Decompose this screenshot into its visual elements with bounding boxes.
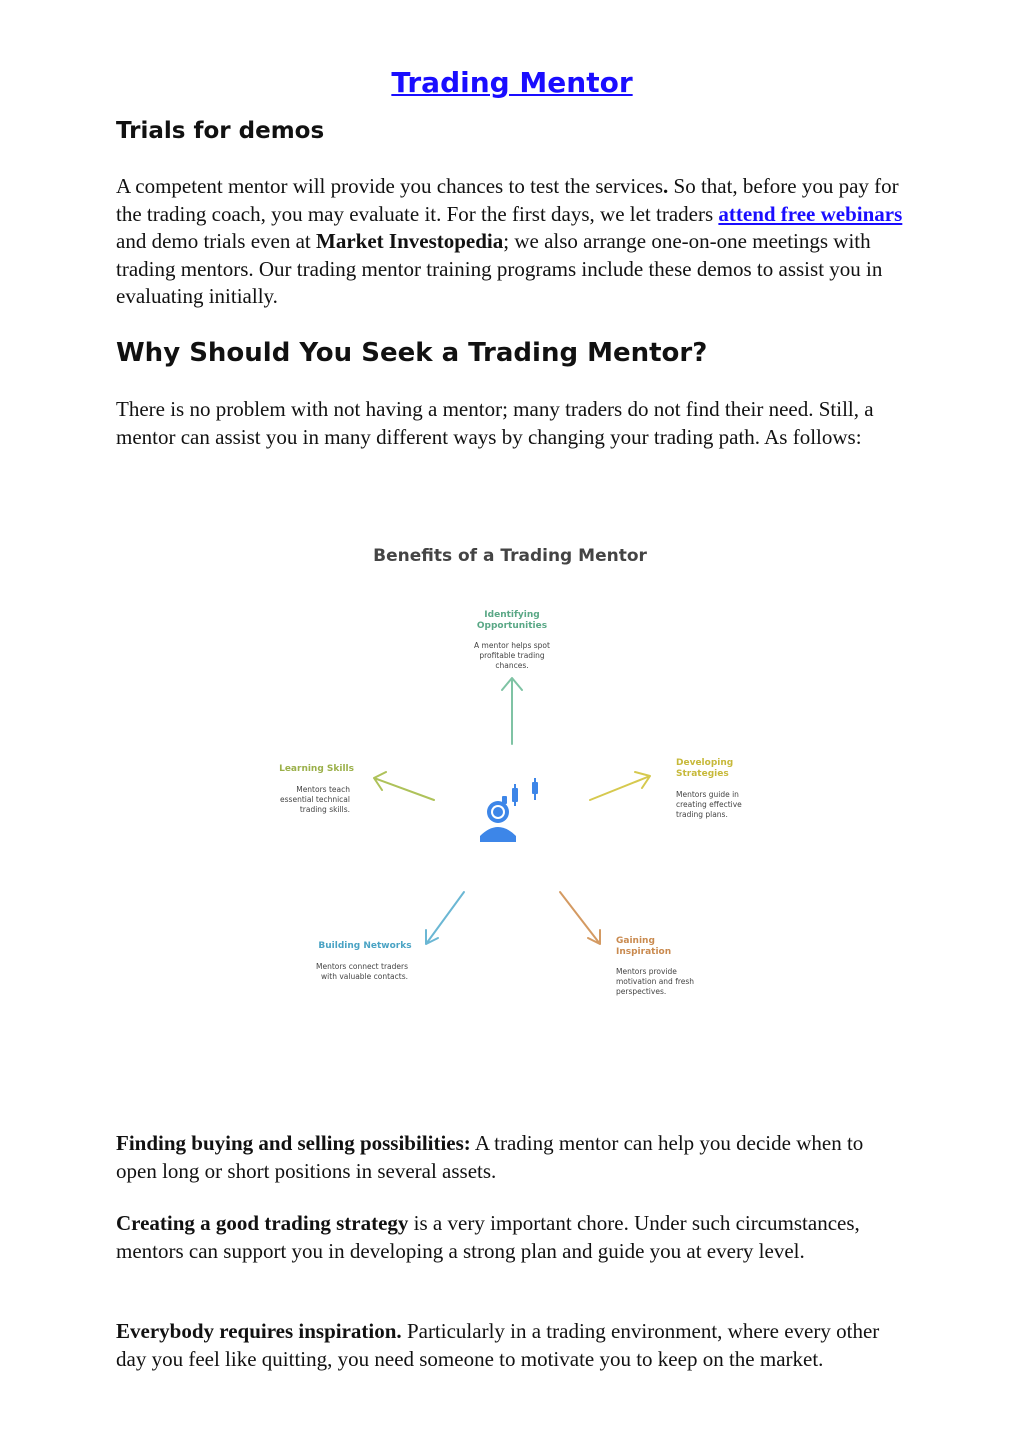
- bold-brand: Market Investopedia: [316, 229, 504, 253]
- webinars-link[interactable]: attend free webinars: [718, 201, 903, 226]
- node-title-strategies: Developing Strategies: [676, 758, 734, 779]
- point-inspiration: [116, 1318, 906, 1373]
- text-span: and demo trials even at: [116, 229, 317, 253]
- point-bold: Creating a good trading strategy: [116, 1211, 409, 1235]
- point-text: A trading mentor can help you decide when to open long or short positions in several assets.: [116, 1131, 864, 1183]
- page-title-link[interactable]: Trading Mentor: [391, 66, 633, 99]
- node-desc-skills: Mentors teach essential technical trading skills.: [280, 785, 350, 814]
- paragraph-why: There is no problem with not having a mentor; many traders do not find their need. Still, a mentor can assist you in many different ways by changing your trading path. As follows:: [116, 397, 874, 449]
- page-title: [0, 66, 1024, 99]
- arrow-strategies: [590, 772, 650, 800]
- node-title-opportunities: Identifying Opportunities: [476, 610, 548, 631]
- text-span: ; we also arrange one-on-one meetings with trading mentors. Our trading mentor training programs include these demos to assist you in evaluating initially.: [116, 229, 883, 308]
- benefits-diagram: [240, 530, 780, 1010]
- text-span: So that, before you pay for the trading coach, you may evaluate it. For the first days, we let traders: [116, 174, 899, 226]
- arrow-skills: [374, 772, 434, 800]
- node-title-skills: Learning Skills: [279, 764, 354, 774]
- arrow-networks: [426, 892, 464, 944]
- bold-period: .: [663, 174, 669, 198]
- node-desc-strategies: Mentors guide in creating effective trading plans.: [676, 790, 742, 819]
- node-desc-opportunities: A mentor helps spot profitable trading chances.: [474, 641, 550, 670]
- node-desc-inspiration: Mentors provide motivation and fresh perspectives.: [616, 967, 695, 996]
- node-title-inspiration: Gaining Inspiration: [616, 936, 672, 957]
- heading-trials: Trials for demos: [116, 118, 325, 144]
- point-bold: Everybody requires inspiration.: [116, 1319, 402, 1343]
- point-buying-selling: [116, 1130, 906, 1185]
- point-strategy: [116, 1210, 906, 1265]
- text-span: A competent mentor will provide you chances to test the services: [116, 174, 664, 198]
- point-text: Particularly in a trading environment, where every other day you feel like quitting, you need someone to motivate you to keep on the market.: [116, 1319, 880, 1371]
- node-title-networks: Building Networks: [318, 941, 412, 951]
- mentor-chart-icon: [480, 778, 538, 842]
- paragraph-trials: [116, 173, 906, 311]
- arrow-opportunities: [502, 678, 522, 744]
- point-bold: Finding buying and selling possibilities:: [116, 1131, 471, 1155]
- diagram-title: Benefits of a Trading Mentor: [373, 546, 647, 566]
- arrow-inspiration: [560, 892, 600, 944]
- point-text: is a very important chore. Under such circumstances, mentors can support you in developing a strong plan and guide you at every level.: [116, 1211, 860, 1263]
- heading-why: Why Should You Seek a Trading Mentor?: [116, 338, 708, 368]
- node-desc-networks: Mentors connect traders with valuable contacts.: [315, 962, 408, 981]
